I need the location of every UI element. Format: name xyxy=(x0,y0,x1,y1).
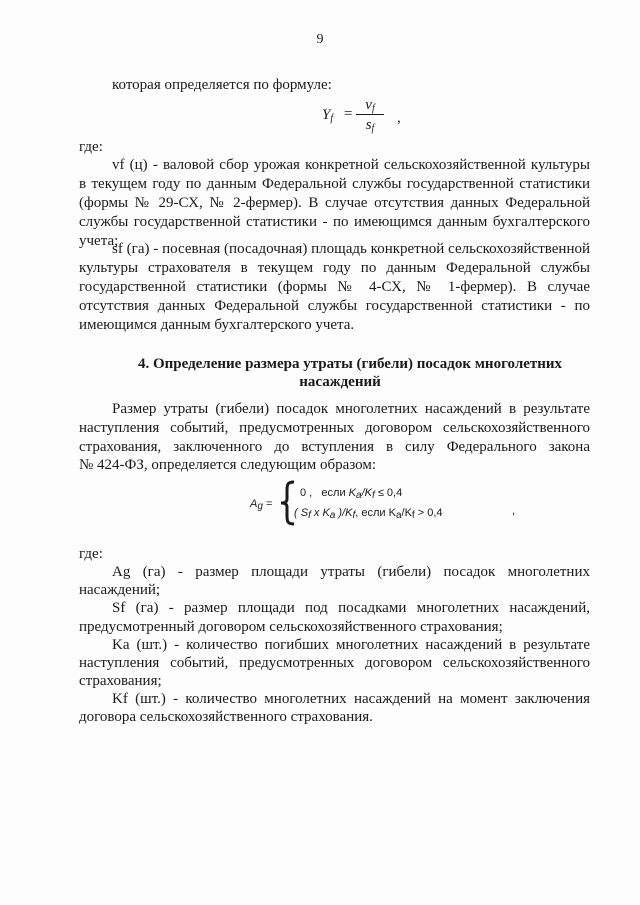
text-line: № 424-ФЗ, определяется следующим образом: xyxy=(79,457,377,473)
text-line: в текущем году по данным Федеральной службы государственной статистики xyxy=(79,176,590,192)
text-line: государственной статистики (формы № 4-СХ, № 1-фермер). В случае xyxy=(79,279,590,295)
text-line: vf (ц) - валовой сбор урожая конкретной сельскохозяйственной культуры xyxy=(112,157,590,173)
text-line: имеющимся данным бухгалтерского учета. xyxy=(79,317,355,333)
formula-case-1: 0 , если $K_a/K_f \le 0,4$ xyxy=(300,487,403,501)
text-line: учета; xyxy=(79,233,119,249)
intro-line: которая определяется по формуле: xyxy=(112,77,332,93)
text-line: отсутствия данных Федеральной службы государственной статистики - по xyxy=(79,298,590,314)
formula-lhs: $A_g$ = xyxy=(250,498,273,512)
fraction-bar xyxy=(356,114,384,115)
text-line: sf (га) - посевная (посадочная) площадь конкретной сельскохозяйственной xyxy=(112,241,590,257)
text-line: Kf (шт.) - количество многолетних насаждений на момент заключения xyxy=(112,691,590,707)
formula-numerator: $v_f$ xyxy=(365,97,375,114)
text-line: наступления событий, предусмотренных договором сельскохозяйственного xyxy=(79,420,590,436)
formula-denominator: $s_f$ xyxy=(365,117,375,134)
text-line: договора сельскохозяйственного страхования. xyxy=(79,709,373,725)
text-line: Размер утраты (гибели) посадок многолетних насаждений в результате xyxy=(112,401,590,417)
where-label-2: где: xyxy=(79,546,103,562)
formula-lhs: $Y_f$ xyxy=(322,107,334,124)
text-line: страхования, заключенного до вступления в силу Федерального закона xyxy=(79,439,590,455)
page-number: 9 xyxy=(316,32,324,47)
formula-equals: = xyxy=(344,106,353,122)
formula-case-2: ( $S_f$ x $K_a$ )$/K_f$, если $K_a/K_f > 0,4$ xyxy=(294,507,443,521)
heading-line: 4. Определение размера утраты (гибели) посадок многолетних xyxy=(137,356,563,372)
text-line: службы государственной статистики - по имеющимся данным бухгалтерского xyxy=(79,214,590,230)
text-line: насаждений; xyxy=(79,582,161,598)
formula-fraction xyxy=(356,97,384,133)
heading-line: насаждений xyxy=(299,374,381,390)
text-line: Ag (га) - размер площади утраты (гибели) посадок многолетних xyxy=(112,564,590,580)
text-line: предусмотренный договором сельскохозяйственного страхования; xyxy=(79,619,503,635)
where-label-1: где: xyxy=(79,139,103,155)
text-line: страхования; xyxy=(79,673,162,689)
formula-comma: , xyxy=(397,110,401,126)
text-line: наступления событий, предусмотренных договором сельскохозяйственного xyxy=(79,655,590,671)
text-line: (формы № 29-СХ, № 2-фермер). В случае отсутствия данных Федеральной xyxy=(79,195,590,211)
text-line: Sf (га) - размер площади под посадками многолетних насаждений, xyxy=(112,600,590,616)
formula-comma: , xyxy=(512,505,516,517)
text-line: культуры страхователя в текущем году по данным Федеральной службы xyxy=(79,260,590,276)
text-line: Ka (шт.) - количество погибших многолетних насаждений в результате xyxy=(112,637,590,653)
